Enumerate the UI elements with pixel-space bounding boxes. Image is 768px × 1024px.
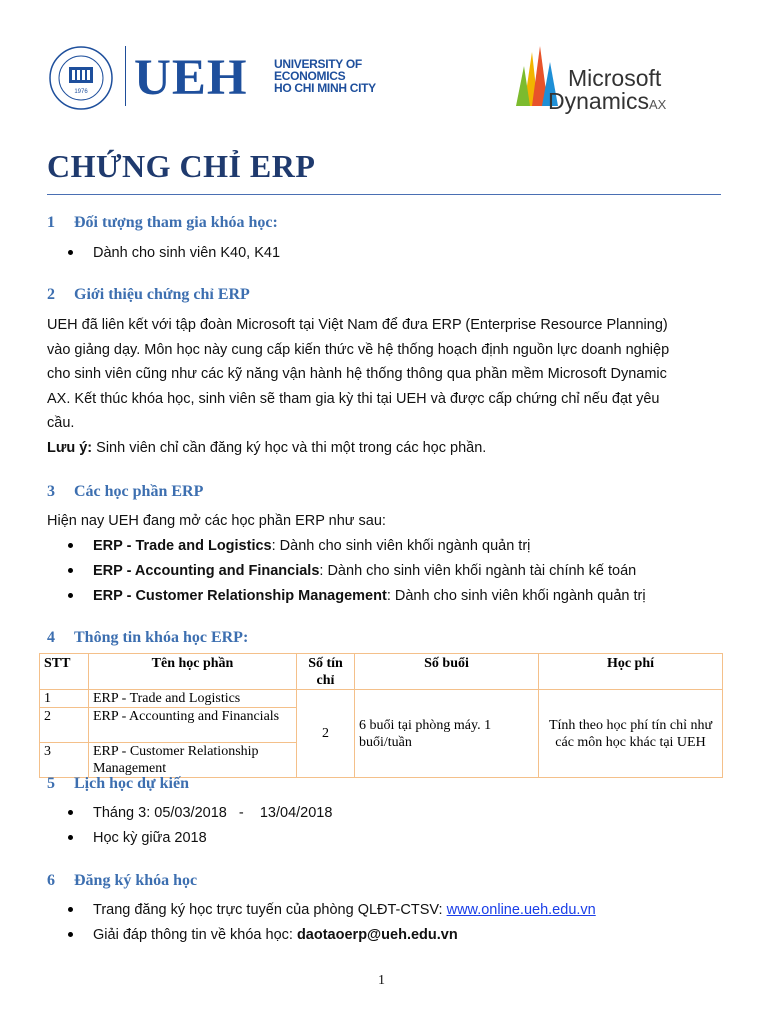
section-1-heading: 1 Đối tượng tham gia khóa học: (47, 214, 278, 231)
ueh-wordmark: UEH (134, 50, 248, 106)
note-label: Lưu ý: (47, 439, 93, 456)
bullet-dot (68, 810, 73, 815)
table-header-row (40, 654, 723, 690)
header-module-name: Tên học phần (89, 654, 297, 690)
sessions-cell: 6 buổi tại phòng máy. 1 buổi/tuần (355, 690, 539, 778)
bullet-dot (68, 932, 73, 937)
intro-paragraph: UEH đã liên kết với tập đoàn Microsoft tại Việt Nam để đưa ERP (Enterprise Resource Planning) vào giảng dạy. Môn học này cung cấp kiến thức về hệ thống hoạch định nguồn lực doanh nghiệp cho sinh viên cũng như các kỹ năng vận hành hệ thống thông qua phần mềm Microsoft Dynamic AX. Kết thúc khóa học, sinh viên sẽ tham gia kỳ thi tại UEH và được cấp chứng chỉ nếu đạt yêu cầu. Lưu ý: Sinh viên chỉ cần đăng ký học và thi một trong các học phần. (47, 313, 727, 460)
section-2-heading: 2 Giới thiệu chứng chỉ ERP (47, 286, 250, 303)
ueh-sub-line-2: ECONOMICS (274, 69, 346, 83)
course-info-table (39, 653, 723, 778)
header-sessions: Số buổi (355, 654, 539, 690)
bullet-dot (68, 250, 73, 255)
title-rule (47, 194, 721, 195)
bullet-dot (68, 568, 73, 573)
page-number: 1 (378, 973, 385, 988)
section-5-heading: 5 Lịch học dự kiến (47, 775, 189, 792)
header-credits: Số tín chỉ (297, 654, 355, 690)
microsoft-wordmark: Microsoft (568, 65, 662, 91)
row-module-name: ERP - Customer Relationship Management (89, 743, 297, 778)
table-row (40, 690, 723, 708)
bullet-dot (68, 593, 73, 598)
dynamics-word: Dynamics (548, 88, 649, 114)
ueh-subtitle (274, 58, 376, 94)
header-stt: STT (40, 654, 89, 690)
section-3-heading: 3 Các học phần ERP (47, 483, 204, 500)
row-module-name: ERP - Trade and Logistics (89, 690, 297, 708)
section-6-heading: 6 Đăng ký khóa học (47, 872, 198, 889)
row-stt: 3 (40, 743, 89, 778)
bullet-dot (68, 907, 73, 912)
registration-link[interactable]: www.online.ueh.edu.vn (446, 902, 596, 918)
header-fee: Học phí (539, 654, 723, 690)
seal-year: 1976 (74, 89, 88, 95)
ueh-sub-line-1: UNIVERSITY OF (274, 57, 362, 71)
credits-cell: 2 (297, 690, 355, 778)
modules-intro: Hiện nay UEH đang mở các học phần ERP như sau: (47, 513, 386, 529)
row-module-name: ERP - Accounting and Financials (89, 708, 297, 743)
row-stt: 1 (40, 690, 89, 708)
contact-email: daotaoerp@ueh.edu.vn (296, 927, 458, 943)
fee-cell: Tính theo học phí tín chỉ như các môn học khác tại UEH (539, 690, 723, 778)
bullet-dot (68, 543, 73, 548)
section-4-heading: 4 Thông tin khóa học ERP: (47, 629, 249, 646)
bullet-dot (68, 835, 73, 840)
row-stt: 2 (40, 708, 89, 743)
ax-word: AX (648, 97, 667, 112)
page-title: CHỨNG CHỈ ERP (47, 148, 316, 184)
note-line: Lưu ý: Sinh viên chỉ cần đăng ký học và thi một trong các học phần. (47, 439, 487, 456)
ueh-sub-line-3: HO CHI MINH CITY (274, 81, 376, 95)
header-divider (125, 46, 126, 106)
dynamics-ax-wordmark (548, 89, 666, 117)
ueh-seal-logo (48, 45, 114, 111)
